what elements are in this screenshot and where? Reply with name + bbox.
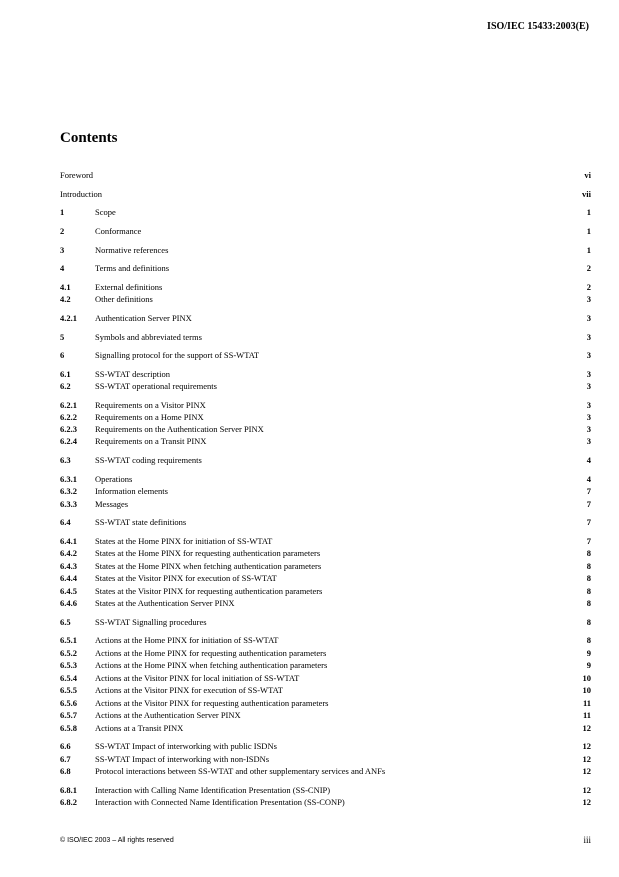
- toc-entry-title: Requirements on a Transit PINX: [95, 436, 207, 446]
- toc-entry-page: 7: [586, 536, 591, 546]
- toc-entry-page: 9: [586, 660, 591, 670]
- toc-entry-title: Actions at the Visitor PINX for local initiation of SS-WTAT: [95, 673, 300, 683]
- toc-entry-page: 3: [586, 424, 591, 434]
- toc-entry-title: Operations: [95, 474, 133, 484]
- toc-entry-page: 4: [586, 455, 591, 465]
- toc-entry-page: 12: [582, 723, 591, 733]
- toc-entry-page: 3: [586, 313, 591, 323]
- toc-entry-page: 12: [582, 766, 591, 776]
- toc-entry-number: 5: [60, 332, 65, 342]
- toc-entry-number: 6.2.3: [60, 424, 77, 434]
- toc-entry-title: Introduction: [60, 189, 103, 199]
- toc-entry-page: 8: [586, 617, 591, 627]
- toc-entry-page: 3: [586, 381, 591, 391]
- toc-entry-number: 6.5.5: [60, 685, 77, 695]
- toc-entry-title: States at the Home PINX for requesting authentication parameters: [95, 548, 321, 558]
- toc-entry-page: 3: [586, 332, 591, 342]
- toc-entry-title: States at the Authentication Server PINX: [95, 598, 235, 608]
- toc-entry-number: 6.3: [60, 455, 71, 465]
- toc-entry-title: Actions at the Visitor PINX for requesting authentication parameters: [95, 698, 329, 708]
- toc-entry-number: 6.5.3: [60, 660, 77, 670]
- contents-heading: Contents: [60, 130, 118, 146]
- toc-entry[interactable]: [60, 380, 591, 392]
- toc-entry-number: 6.4.4: [60, 573, 77, 583]
- toc-entry-title: SS-WTAT Signalling procedures: [95, 617, 207, 627]
- toc-entry-page: 7: [586, 499, 591, 509]
- toc-entry-number: 6.4: [60, 517, 71, 527]
- toc-entry[interactable]: [60, 672, 591, 684]
- toc-entry[interactable]: [60, 368, 591, 380]
- toc-entry-number: 6.3.3: [60, 499, 77, 509]
- toc-entry[interactable]: [60, 293, 591, 305]
- toc-entry-page: 11: [582, 698, 591, 708]
- toc-entry[interactable]: [60, 784, 591, 796]
- toc-entry[interactable]: [60, 262, 591, 274]
- toc-entry-page: 8: [586, 598, 591, 608]
- toc-entry-title: Actions at the Home PINX when fetching authentication parameters: [95, 660, 328, 670]
- toc-entry-title: SS-WTAT Impact of interworking with public ISDNs: [95, 741, 277, 751]
- toc-entry[interactable]: [60, 498, 591, 510]
- toc-entry-page: 1: [586, 226, 591, 236]
- toc-entry-title: Protocol interactions between SS-WTAT and other supplementary services and ANFs: [95, 766, 386, 776]
- toc-entry[interactable]: [60, 423, 591, 435]
- toc-entry-title: External definitions: [95, 282, 163, 292]
- toc-entry-title: Actions at the Home PINX for initiation of SS-WTAT: [95, 635, 279, 645]
- toc-entry[interactable]: [60, 796, 591, 808]
- toc-entry-page: 8: [586, 548, 591, 558]
- toc-entry-number: 3: [60, 245, 65, 255]
- toc-entry-number: 4.2.1: [60, 313, 77, 323]
- toc-entry[interactable]: [60, 206, 591, 218]
- toc-entry-number: 6.5.1: [60, 635, 77, 645]
- toc-entry[interactable]: [60, 753, 591, 765]
- toc-entry-number: 6.7: [60, 754, 71, 764]
- toc-entry-page: 2: [586, 263, 591, 273]
- toc-entry-title: Requirements on a Home PINX: [95, 412, 204, 422]
- toc-entry-number: 6.4.5: [60, 586, 77, 596]
- toc-entry-number: 6.3.1: [60, 474, 77, 484]
- toc-entry-number: 6.2.4: [60, 436, 77, 446]
- toc-entry-title: States at the Home PINX when fetching authentication parameters: [95, 561, 322, 571]
- toc-entry[interactable]: [60, 454, 591, 466]
- toc-entry-number: 6.2.2: [60, 412, 77, 422]
- toc-entry-number: 6.5.4: [60, 673, 77, 683]
- toc-entry[interactable]: [60, 535, 591, 547]
- toc-entry-page: 4: [586, 474, 591, 484]
- toc-entry-page: 3: [586, 400, 591, 410]
- toc-entry-title: Terms and definitions: [95, 263, 170, 273]
- toc-entry-page: 12: [582, 741, 591, 751]
- toc-entry-title: SS-WTAT Impact of interworking with non-ISDNs: [95, 754, 270, 764]
- toc-entry-number: 4: [60, 263, 65, 273]
- toc-entry-title: SS-WTAT state definitions: [95, 517, 187, 527]
- toc-entry-page: 8: [586, 561, 591, 571]
- toc-entry-title: Conformance: [95, 226, 142, 236]
- toc-entry-page: 2: [586, 282, 591, 292]
- toc-entry-title: Scope: [95, 207, 116, 217]
- toc-entry-title: States at the Home PINX for initiation of SS-WTAT: [95, 536, 273, 546]
- toc-entry-number: 4.1: [60, 282, 71, 292]
- copyright-footer: © ISO/IEC 2003 – All rights reserved: [60, 837, 174, 844]
- toc-entry-number: 6.4.3: [60, 561, 77, 571]
- toc-entry-page: 10: [582, 673, 591, 683]
- toc-entry[interactable]: [60, 560, 591, 572]
- toc-entry-number: 6.2.1: [60, 400, 77, 410]
- toc-entry-number: 6.8: [60, 766, 71, 776]
- toc-entry-page: 3: [586, 369, 591, 379]
- toc-entry[interactable]: [60, 435, 591, 447]
- toc-entry[interactable]: [60, 169, 591, 181]
- toc-entry-page: vi: [584, 170, 591, 180]
- toc-entry[interactable]: [60, 616, 591, 628]
- toc-entry-title: Foreword: [60, 170, 94, 180]
- toc-entry[interactable]: [60, 188, 591, 200]
- toc-entry[interactable]: [60, 281, 591, 293]
- toc-entry[interactable]: [60, 634, 591, 646]
- toc-entry-page: 8: [586, 586, 591, 596]
- toc-entry-title: States at the Visitor PINX for requesting authentication parameters: [95, 586, 323, 596]
- toc-entry-title: Other definitions: [95, 294, 153, 304]
- toc-entry[interactable]: [60, 485, 591, 497]
- toc-entry-page: 1: [586, 207, 591, 217]
- toc-entry-page: 8: [586, 635, 591, 645]
- toc-entry-title: Information elements: [95, 486, 168, 496]
- toc-entry-number: 6.2: [60, 381, 71, 391]
- toc-entry-page: 1: [586, 245, 591, 255]
- toc-entry[interactable]: [60, 312, 591, 324]
- toc-entry-number: 6: [60, 350, 65, 360]
- toc-entry[interactable]: [60, 722, 591, 734]
- toc-entry-title: Interaction with Connected Name Identification Presentation (SS-CONP): [95, 797, 345, 807]
- toc-entry-number: 6.4.1: [60, 536, 77, 546]
- toc-entry-title: Requirements on the Authentication Server PINX: [95, 424, 264, 434]
- toc-entry[interactable]: [60, 331, 591, 343]
- toc-entry-page: 11: [582, 710, 591, 720]
- toc-entry-page: 3: [586, 436, 591, 446]
- toc-entry-title: SS-WTAT coding requirements: [95, 455, 202, 465]
- toc-entry-title: Interaction with Calling Name Identification Presentation (SS-CNIP): [95, 785, 331, 795]
- toc-entry-page: 8: [586, 573, 591, 583]
- toc-entry-page: 10: [582, 685, 591, 695]
- toc-entry-title: Signalling protocol for the support of SS-WTAT: [95, 350, 260, 360]
- toc-entry-page: 12: [582, 785, 591, 795]
- toc-entry-number: 6.5.8: [60, 723, 77, 733]
- toc-entry-number: 1: [60, 207, 65, 217]
- table-of-contents: [60, 0, 591, 877]
- toc-entry[interactable]: [60, 547, 591, 559]
- toc-entry-number: 6.6: [60, 741, 71, 751]
- toc-entry-number: 6.4.6: [60, 598, 77, 608]
- toc-entry-title: SS-WTAT operational requirements: [95, 381, 217, 391]
- toc-entry-page: 7: [586, 517, 591, 527]
- toc-entry-number: 6.3.2: [60, 486, 77, 496]
- toc-entry-number: 6.8.1: [60, 785, 77, 795]
- toc-entry-page: 12: [582, 797, 591, 807]
- toc-entry-page: 3: [586, 350, 591, 360]
- toc-entry-title: SS-WTAT description: [95, 369, 170, 379]
- toc-entry[interactable]: [60, 765, 591, 777]
- toc-entry-number: 4.2: [60, 294, 71, 304]
- toc-entry-number: 6.5: [60, 617, 71, 627]
- toc-entry[interactable]: [60, 585, 591, 597]
- toc-entry[interactable]: [60, 709, 591, 721]
- toc-entry[interactable]: [60, 399, 591, 411]
- toc-entry[interactable]: [60, 684, 591, 696]
- toc-entry-title: States at the Visitor PINX for execution of SS-WTAT: [95, 573, 277, 583]
- toc-entry-title: Messages: [95, 499, 129, 509]
- toc-entry-page: 9: [586, 648, 591, 658]
- toc-entry[interactable]: [60, 225, 591, 237]
- toc-entry-title: Actions at the Home PINX for requesting authentication parameters: [95, 648, 327, 658]
- toc-entry-page: 3: [586, 412, 591, 422]
- toc-entry-page: 12: [582, 754, 591, 764]
- toc-entry-title: Actions at the Authentication Server PINX: [95, 710, 241, 720]
- toc-entry[interactable]: [60, 597, 591, 609]
- toc-entry[interactable]: [60, 244, 591, 256]
- toc-entry-page: vii: [582, 189, 591, 199]
- toc-entry[interactable]: [60, 473, 591, 485]
- toc-entry[interactable]: [60, 659, 591, 671]
- toc-entry-number: 6.5.2: [60, 648, 77, 658]
- toc-entry-number: 6.1: [60, 369, 71, 379]
- toc-entry[interactable]: [60, 516, 591, 528]
- toc-entry[interactable]: [60, 572, 591, 584]
- toc-entry[interactable]: [60, 647, 591, 659]
- toc-entry-title: Normative references: [95, 245, 169, 255]
- toc-entry-title: Authentication Server PINX: [95, 313, 192, 323]
- toc-entry-page: 7: [586, 486, 591, 496]
- toc-entry-page: 3: [586, 294, 591, 304]
- document-id-header: ISO/IEC 15433:2003(E): [487, 21, 589, 32]
- toc-entry-number: 6.4.2: [60, 548, 77, 558]
- toc-entry[interactable]: [60, 697, 591, 709]
- toc-entry[interactable]: [60, 411, 591, 423]
- toc-entry-title: Actions at the Visitor PINX for execution of SS-WTAT: [95, 685, 283, 695]
- toc-entry-title: Actions at a Transit PINX: [95, 723, 184, 733]
- toc-entry-title: Requirements on a Visitor PINX: [95, 400, 206, 410]
- toc-entry-number: 6.8.2: [60, 797, 77, 807]
- toc-entry-title: Symbols and abbreviated terms: [95, 332, 202, 342]
- toc-entry-number: 2: [60, 226, 65, 236]
- toc-entry[interactable]: [60, 740, 591, 752]
- toc-entry-number: 6.5.7: [60, 710, 77, 720]
- toc-entry-number: 6.5.6: [60, 698, 77, 708]
- toc-entry[interactable]: [60, 349, 591, 361]
- footer-page-number: iii: [583, 835, 591, 845]
